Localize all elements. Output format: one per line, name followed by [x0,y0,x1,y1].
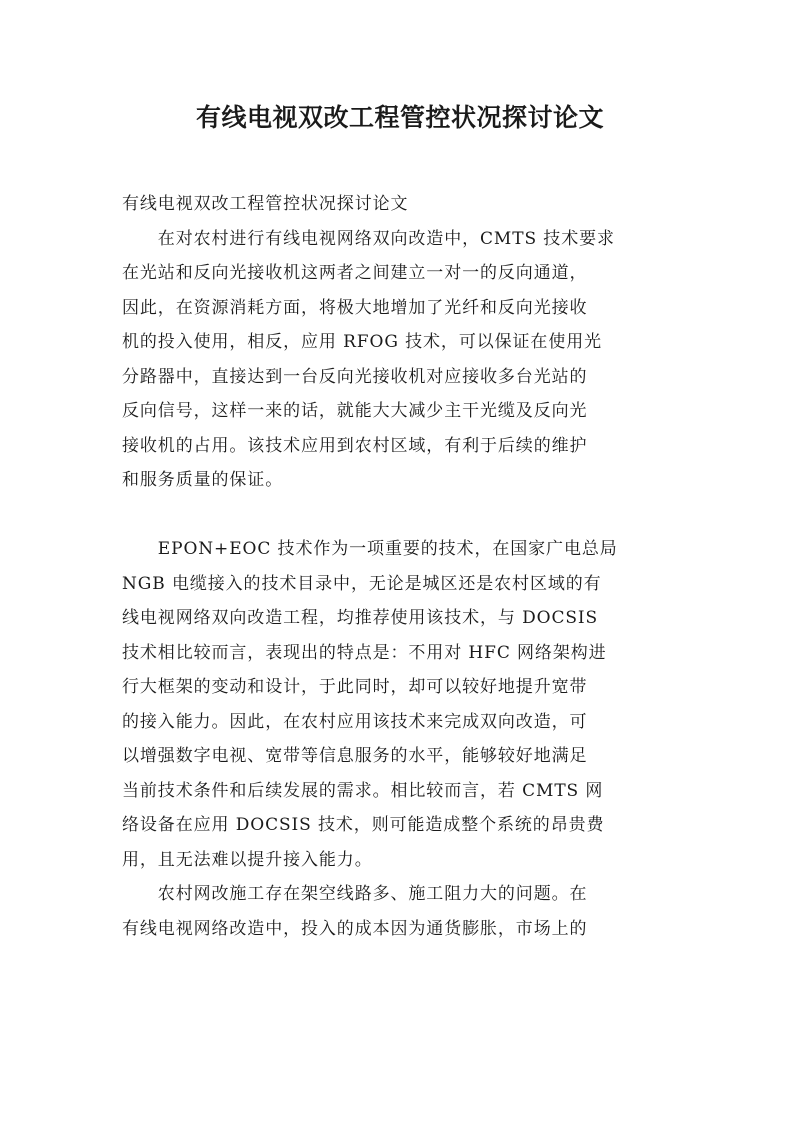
paragraph-gap [122,498,688,533]
body-line: 农村网改施工存在架空线路多、施工阻力大的问题。在 [122,884,588,904]
body-line: 用，且无法难以提升接入能力。 [122,849,373,870]
body-line: 接收机的占用。该技术应用到农村区域，有利于后续的维护 [122,435,588,456]
body-line: 线电视网络双向改造工程，均推荐使用该技术，与 DOCSIS [122,608,599,628]
body-line: NGB 电缆接入的技术目录中，无论是城区还是农村区域的有 [122,573,602,594]
body-line: EPON+EOC 技术作为一项重要的技术，在国家广电总局 [122,539,618,559]
body-line: 分路器中，直接达到一台反向光接收机对应接收多台光站的 [122,366,588,387]
body-line: 有线电视网络改造中，投入的成本因为通货膨胀，市场上的 [122,918,588,939]
document-body [122,187,688,946]
body-line: 络设备在应用 DOCSIS 技术，则可能造成整个系统的昂贵费 [122,815,605,835]
body-line: 和服务质量的保证。 [122,470,284,490]
body-line: 技术相比较而言，表现出的特点是：不用对 HFC 网络架构进 [122,642,607,663]
body-line: 当前技术条件和后续发展的需求。相比较而言，若 CMTS 网 [122,780,604,801]
document-title: 有线电视双改工程管控状况探讨论文 [195,103,604,132]
body-line: 的接入能力。因此，在农村应用该技术来完成双向改造，可 [122,711,588,732]
body-line: 在光站和反向光接收机这两者之间建立一对一的反向通道， [122,263,588,283]
body-line: 因此，在资源消耗方面，将极大地增加了光纤和反向光接收 [122,297,588,318]
body-line: 机的投入使用，相反，应用 RFOG 技术，可以保证在使用光 [122,332,603,352]
body-line: 以增强数字电视、宽带等信息服务的水平，能够较好地满足 [122,746,588,766]
body-line: 行大框架的变动和设计，于此同时，却可以较好地提升宽带 [122,677,588,697]
body-line: 反向信号，这样一来的话，就能大大减少主干光缆及反向光 [122,401,588,421]
body-line: 有线电视双改工程管控状况探讨论文 [122,194,409,214]
body-line: 在对农村进行有线电视网络双向改造中，CMTS 技术要求 [122,228,615,249]
